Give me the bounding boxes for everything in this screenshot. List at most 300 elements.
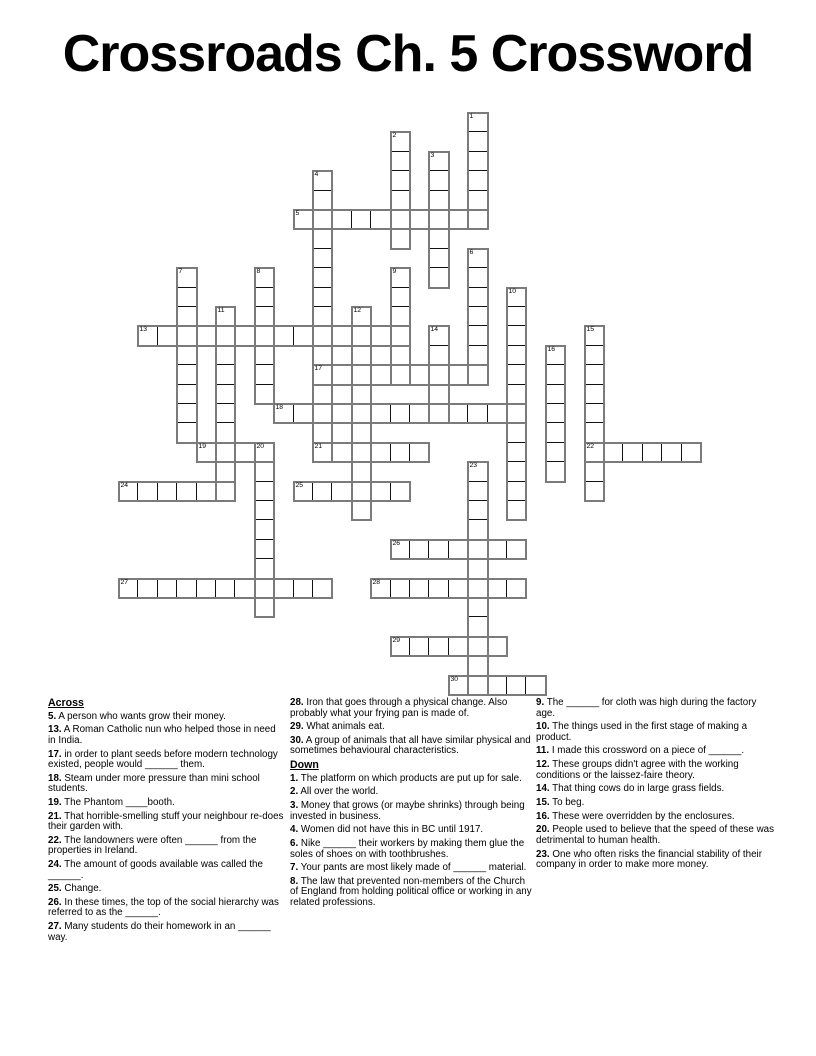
grid-cell[interactable]: [428, 190, 449, 210]
clue-column-left: [48, 698, 286, 946]
grid-cell[interactable]: [390, 131, 410, 152]
grid-cell[interactable]: [584, 364, 604, 385]
grid-cell[interactable]: [545, 364, 565, 385]
grid-cell[interactable]: [312, 209, 332, 229]
clue-item: [48, 922, 286, 943]
grid-cell[interactable]: [118, 578, 138, 598]
grid-cell[interactable]: [390, 345, 410, 365]
cell-number: 18: [275, 404, 284, 411]
grid-cell[interactable]: [448, 578, 468, 598]
grid-cell[interactable]: [584, 325, 604, 346]
grid-cell[interactable]: [331, 209, 352, 229]
grid-cell[interactable]: [215, 384, 235, 404]
grid-cell[interactable]: [584, 345, 604, 365]
clue-item: [536, 760, 776, 781]
clue-number: 21.: [48, 810, 62, 822]
grid-cell[interactable]: [390, 306, 410, 326]
grid-cell[interactable]: [157, 578, 177, 598]
grid-cell[interactable]: [254, 539, 274, 559]
grid-cell[interactable]: [351, 461, 371, 482]
grid-cell[interactable]: [351, 481, 371, 501]
grid-cell[interactable]: [506, 539, 526, 559]
grid-cell[interactable]: [622, 442, 643, 462]
grid-cell[interactable]: [351, 364, 371, 385]
clue-text: in order to plant seeds before modern technology existed, people would ______ them.: [48, 748, 278, 771]
cell-number: 10: [508, 288, 517, 295]
grid-cell[interactable]: [467, 481, 488, 501]
grid-cell[interactable]: [312, 248, 332, 268]
grid-cell[interactable]: [487, 675, 507, 695]
grid-cell[interactable]: [293, 481, 313, 501]
grid-cell[interactable]: [137, 578, 158, 598]
clue-list-header: Across: [48, 697, 84, 709]
clue-item: [290, 774, 533, 785]
grid-cell[interactable]: [467, 461, 488, 482]
grid-cell[interactable]: [312, 228, 332, 249]
clue-number: 16.: [536, 810, 550, 822]
grid-cell[interactable]: [525, 675, 546, 695]
grid-cell[interactable]: [409, 403, 429, 423]
grid-cell[interactable]: [351, 209, 371, 229]
clue-text: Nike ______ their workers by making them glue the soles of shoes on with toothbrushes.: [290, 838, 525, 860]
grid-cell[interactable]: [428, 345, 449, 365]
grid-cell[interactable]: [467, 558, 488, 579]
grid-cell[interactable]: [370, 209, 391, 229]
grid-cell[interactable]: [254, 306, 274, 326]
grid-cell[interactable]: [506, 422, 526, 443]
grid-cell[interactable]: [254, 481, 274, 501]
grid-cell[interactable]: [390, 403, 410, 423]
grid-cell[interactable]: [254, 519, 274, 540]
clue-text: A group of animals that all have similar physical and sometimes behavioural characteristics.: [290, 734, 531, 757]
clue-text: I made this crossword on a piece of ______.: [549, 745, 745, 757]
grid-cell[interactable]: [467, 675, 488, 695]
grid-cell[interactable]: [293, 578, 313, 598]
grid-cell[interactable]: [196, 481, 216, 501]
clue-number: 26.: [48, 896, 62, 908]
clue-text: The platform on which products are put up for sale.: [298, 772, 522, 784]
grid-cell[interactable]: [467, 267, 488, 288]
clue-number: 30.: [290, 734, 304, 746]
grid-cell[interactable]: [370, 442, 391, 462]
grid-cell[interactable]: [409, 364, 429, 385]
grid-cell[interactable]: [428, 636, 449, 656]
grid-cell[interactable]: [584, 422, 604, 443]
grid-cell[interactable]: [467, 636, 488, 656]
grid-cell[interactable]: [254, 578, 274, 598]
grid-cell[interactable]: [215, 364, 235, 385]
clue-item: [290, 839, 533, 860]
grid-cell[interactable]: [176, 578, 197, 598]
grid-cell[interactable]: [428, 539, 449, 559]
grid-cell[interactable]: [215, 481, 235, 501]
grid-cell[interactable]: [409, 636, 429, 656]
grid-cell[interactable]: [293, 325, 313, 346]
grid-cell[interactable]: [487, 539, 507, 559]
grid-cell[interactable]: [312, 190, 332, 210]
clue-item: [48, 898, 286, 919]
grid-cell[interactable]: [370, 403, 391, 423]
grid-cell[interactable]: [215, 578, 235, 598]
grid-cell[interactable]: [137, 481, 158, 501]
grid-cell[interactable]: [390, 170, 410, 191]
grid-cell[interactable]: [584, 461, 604, 482]
clue-item: [536, 784, 776, 795]
clue-number: 6.: [290, 838, 299, 849]
grid-cell[interactable]: [351, 345, 371, 365]
grid-cell[interactable]: [118, 481, 138, 501]
grid-cell[interactable]: [176, 422, 197, 443]
grid-cell[interactable]: [254, 325, 274, 346]
grid-cell[interactable]: [370, 325, 391, 346]
grid-cell[interactable]: [467, 519, 488, 540]
grid-cell[interactable]: [467, 655, 488, 676]
grid-cell[interactable]: [312, 403, 332, 423]
clue-text: In these times, the top of the social hierarchy was referred to as the ______.: [48, 896, 279, 919]
clue-text: Your pants are most likely made of ______ material.: [298, 862, 527, 874]
grid-cell[interactable]: [312, 287, 332, 307]
grid-cell[interactable]: [215, 403, 235, 423]
grid-cell[interactable]: [506, 675, 526, 695]
grid-cell[interactable]: [545, 384, 565, 404]
grid-cell[interactable]: [215, 345, 235, 365]
grid-cell[interactable]: [390, 190, 410, 210]
grid-cell[interactable]: [428, 403, 449, 423]
grid-cell[interactable]: [487, 578, 507, 598]
clue-column-right: [536, 698, 776, 874]
clue-number: 22.: [48, 834, 62, 846]
cell-number: 5: [295, 210, 300, 217]
clue-item: [290, 736, 533, 757]
grid-cell[interactable]: [176, 384, 197, 404]
cell-number: 4: [314, 171, 319, 178]
grid-cell[interactable]: [215, 461, 235, 482]
cell-number: 11: [217, 307, 225, 314]
grid-cell[interactable]: [467, 364, 488, 385]
grid-cell[interactable]: [467, 306, 488, 326]
grid-cell[interactable]: [370, 481, 391, 501]
clue-number: 7.: [290, 862, 299, 874]
clue-item: [290, 801, 533, 822]
grid-cell[interactable]: [390, 209, 410, 229]
grid-cell[interactable]: [254, 442, 274, 462]
grid-cell[interactable]: [467, 151, 488, 171]
grid-cell[interactable]: [215, 325, 235, 346]
cell-number: 19: [198, 443, 207, 450]
grid-cell[interactable]: [312, 345, 332, 365]
grid-cell[interactable]: [176, 267, 197, 288]
grid-cell[interactable]: [351, 325, 371, 346]
grid-cell[interactable]: [215, 442, 235, 462]
grid-cell[interactable]: [506, 481, 526, 501]
clue-text: What animals eat.: [303, 721, 385, 733]
grid-cell[interactable]: [448, 539, 468, 559]
clue-number: 13.: [48, 724, 62, 736]
grid-cell[interactable]: [642, 442, 662, 462]
cell-number: 29: [392, 637, 401, 644]
clue-number: 29.: [290, 721, 304, 733]
grid-cell[interactable]: [448, 636, 468, 656]
clue-item: [48, 774, 286, 795]
grid-cell[interactable]: [254, 287, 274, 307]
grid-cell[interactable]: [331, 481, 352, 501]
clue-item: [290, 722, 533, 733]
grid-cell[interactable]: [351, 500, 371, 520]
clue-text: The things used in the first stage of making a product.: [536, 721, 748, 743]
grid-cell[interactable]: [312, 578, 332, 598]
grid-cell[interactable]: [467, 112, 488, 132]
grid-cell[interactable]: [351, 422, 371, 443]
clue-text: These were overridden by the enclosures.: [549, 810, 735, 822]
grid-cell[interactable]: [390, 578, 410, 598]
grid-cell[interactable]: [390, 325, 410, 346]
clue-number: 27.: [48, 921, 62, 933]
grid-cell[interactable]: [584, 384, 604, 404]
grid-cell[interactable]: [545, 422, 565, 443]
grid-cell[interactable]: [254, 558, 274, 579]
grid-cell[interactable]: [467, 539, 488, 559]
grid-cell[interactable]: [312, 442, 332, 462]
grid-cell[interactable]: [584, 442, 604, 462]
grid-cell[interactable]: [234, 578, 255, 598]
grid-cell[interactable]: [467, 325, 488, 346]
grid-cell[interactable]: [273, 325, 294, 346]
grid-cell[interactable]: [176, 345, 197, 365]
grid-cell[interactable]: [293, 403, 313, 423]
grid-cell[interactable]: [506, 325, 526, 346]
clue-item: [536, 825, 776, 846]
grid-cell[interactable]: [176, 306, 197, 326]
clue-number: 24.: [48, 859, 62, 870]
grid-cell[interactable]: [467, 190, 488, 210]
grid-cell[interactable]: [390, 442, 410, 462]
grid-cell[interactable]: [351, 306, 371, 326]
grid-cell[interactable]: [428, 228, 449, 249]
grid-cell[interactable]: [428, 170, 449, 191]
grid-cell[interactable]: [467, 403, 488, 423]
clue-text: To beg.: [549, 796, 585, 808]
grid-cell[interactable]: [254, 345, 274, 365]
grid-cell[interactable]: [176, 481, 197, 501]
grid-cell[interactable]: [293, 209, 313, 229]
grid-cell[interactable]: [428, 384, 449, 404]
grid-cell[interactable]: [428, 267, 449, 288]
clue-item: [536, 798, 776, 809]
grid-cell[interactable]: [506, 345, 526, 365]
clue-text: A Roman Catholic nun who helped those in need in India.: [48, 724, 276, 746]
grid-cell[interactable]: [273, 403, 294, 423]
clue-number: 14.: [536, 783, 550, 795]
clue-number: 8.: [290, 875, 299, 887]
grid-cell[interactable]: [545, 345, 565, 365]
grid-cell[interactable]: [428, 248, 449, 268]
grid-cell[interactable]: [234, 325, 255, 346]
grid-cell[interactable]: [157, 481, 177, 501]
grid-cell[interactable]: [506, 500, 526, 520]
cell-number: 8: [256, 268, 261, 275]
grid-cell[interactable]: [234, 442, 255, 462]
grid-cell[interactable]: [312, 481, 332, 501]
grid-cell[interactable]: [176, 287, 197, 307]
clue-number: 25.: [48, 883, 62, 895]
clue-number: 17.: [48, 748, 62, 760]
grid-cell[interactable]: [487, 403, 507, 423]
grid-cell[interactable]: [467, 248, 488, 268]
grid-cell[interactable]: [390, 636, 410, 656]
grid-cell[interactable]: [467, 578, 488, 598]
grid-cell[interactable]: [467, 345, 488, 365]
grid-cell[interactable]: [467, 209, 488, 229]
clue-text: That horrible-smelling stuff your neighbour re-does their garden with.: [48, 810, 284, 833]
grid-cell[interactable]: [506, 287, 526, 307]
clue-text: Iron that goes through a physical change. Also probably what your frying pan is made of.: [290, 697, 508, 719]
clue-number: 4.: [290, 824, 299, 836]
grid-cell[interactable]: [196, 442, 216, 462]
cell-number: 30: [450, 676, 459, 683]
cell-number: 16: [547, 346, 556, 353]
clue-number: 1.: [290, 772, 299, 784]
clue-number: 9.: [536, 697, 545, 708]
grid-cell[interactable]: [448, 675, 468, 695]
grid-cell[interactable]: [428, 209, 449, 229]
grid-cell[interactable]: [506, 442, 526, 462]
grid-cell[interactable]: [254, 500, 274, 520]
grid-cell[interactable]: [137, 325, 158, 346]
clue-item: [48, 860, 286, 881]
grid-cell[interactable]: [312, 170, 332, 191]
grid-cell[interactable]: [370, 578, 391, 598]
grid-cell[interactable]: [545, 442, 565, 462]
grid-cell[interactable]: [157, 325, 177, 346]
grid-cell[interactable]: [254, 384, 274, 404]
clue-text: The landowners were often ______ from the properties in Ireland.: [48, 834, 257, 857]
grid-cell[interactable]: [584, 481, 604, 501]
cell-number: 1: [469, 113, 474, 120]
clue-item: [48, 836, 286, 857]
clue-item: [536, 850, 776, 871]
grid-cell[interactable]: [545, 461, 565, 482]
grid-cell[interactable]: [448, 403, 468, 423]
cell-number: 9: [392, 268, 397, 275]
grid-cell[interactable]: [584, 403, 604, 423]
grid-cell[interactable]: [176, 403, 197, 423]
grid-cell[interactable]: [273, 578, 294, 598]
grid-cell[interactable]: [390, 481, 410, 501]
cell-number: 24: [120, 482, 129, 489]
clue-list-header: Down: [290, 759, 319, 772]
grid-cell[interactable]: [351, 384, 371, 404]
grid-cell[interactable]: [428, 364, 449, 385]
clue-number: 3.: [290, 800, 299, 812]
clue-number: 15.: [536, 796, 550, 808]
grid-cell[interactable]: [506, 364, 526, 385]
grid-cell[interactable]: [409, 209, 429, 229]
clue-item: [536, 812, 776, 823]
grid-cell[interactable]: [467, 170, 488, 191]
grid-cell[interactable]: [506, 461, 526, 482]
grid-cell[interactable]: [370, 364, 391, 385]
grid-cell[interactable]: [467, 131, 488, 152]
grid-cell[interactable]: [506, 306, 526, 326]
grid-cell[interactable]: [409, 578, 429, 598]
grid-cell[interactable]: [390, 287, 410, 307]
clue-item: [536, 722, 776, 743]
grid-cell[interactable]: [351, 403, 371, 423]
clue-text: These groups didn't agree with the working conditions or the laissez-faire theory.: [536, 759, 739, 781]
grid-cell[interactable]: [176, 364, 197, 385]
grid-cell[interactable]: [312, 267, 332, 288]
grid-cell[interactable]: [448, 209, 468, 229]
clue-number: 23.: [536, 848, 550, 860]
grid-cell[interactable]: [390, 539, 410, 559]
grid-cell[interactable]: [351, 442, 371, 462]
grid-cell[interactable]: [428, 151, 449, 171]
grid-cell[interactable]: [331, 325, 352, 346]
grid-cell[interactable]: [681, 442, 701, 462]
grid-cell[interactable]: [390, 228, 410, 249]
grid-cell[interactable]: [390, 267, 410, 288]
grid-cell[interactable]: [409, 442, 429, 462]
cell-number: 14: [430, 326, 439, 333]
grid-cell[interactable]: [196, 325, 216, 346]
clue-text: Steam under more pressure than mini school students.: [48, 772, 260, 795]
grid-cell[interactable]: [428, 578, 449, 598]
grid-cell[interactable]: [545, 403, 565, 423]
grid-cell[interactable]: [448, 364, 468, 385]
grid-cell[interactable]: [312, 422, 332, 443]
grid-cell[interactable]: [390, 151, 410, 171]
grid-cell[interactable]: [506, 403, 526, 423]
grid-cell[interactable]: [467, 597, 488, 617]
grid-cell[interactable]: [176, 325, 197, 346]
grid-cell[interactable]: [254, 364, 274, 385]
grid-cell[interactable]: [331, 403, 352, 423]
grid-cell[interactable]: [409, 539, 429, 559]
clue-item: [48, 884, 286, 895]
clue-item: [290, 698, 533, 719]
grid-cell[interactable]: [215, 306, 235, 326]
grid-cell[interactable]: [254, 597, 274, 617]
grid-cell[interactable]: [506, 578, 526, 598]
grid-cell[interactable]: [331, 364, 352, 385]
grid-cell[interactable]: [312, 325, 332, 346]
grid-cell[interactable]: [506, 384, 526, 404]
cell-number: 7: [178, 268, 183, 275]
grid-cell[interactable]: [390, 364, 410, 385]
grid-cell[interactable]: [603, 442, 623, 462]
grid-cell[interactable]: [661, 442, 682, 462]
grid-cell[interactable]: [331, 442, 352, 462]
cell-number: 3: [430, 152, 435, 159]
grid-cell[interactable]: [467, 616, 488, 637]
cell-number: 6: [469, 249, 474, 256]
grid-cell[interactable]: [312, 384, 332, 404]
grid-cell[interactable]: [254, 461, 274, 482]
grid-cell[interactable]: [467, 287, 488, 307]
clue-text: Change.: [61, 883, 102, 895]
grid-cell[interactable]: [312, 306, 332, 326]
clue-text: Women did not have this in BC until 1917.: [298, 824, 484, 836]
grid-cell[interactable]: [467, 500, 488, 520]
clue-item: [48, 725, 286, 746]
grid-cell[interactable]: [487, 636, 507, 656]
grid-cell[interactable]: [254, 267, 274, 288]
grid-cell[interactable]: [428, 325, 449, 346]
clue-item: [48, 812, 286, 833]
grid-cell[interactable]: [215, 422, 235, 443]
grid-cell[interactable]: [196, 578, 216, 598]
grid-cell[interactable]: [312, 364, 332, 385]
